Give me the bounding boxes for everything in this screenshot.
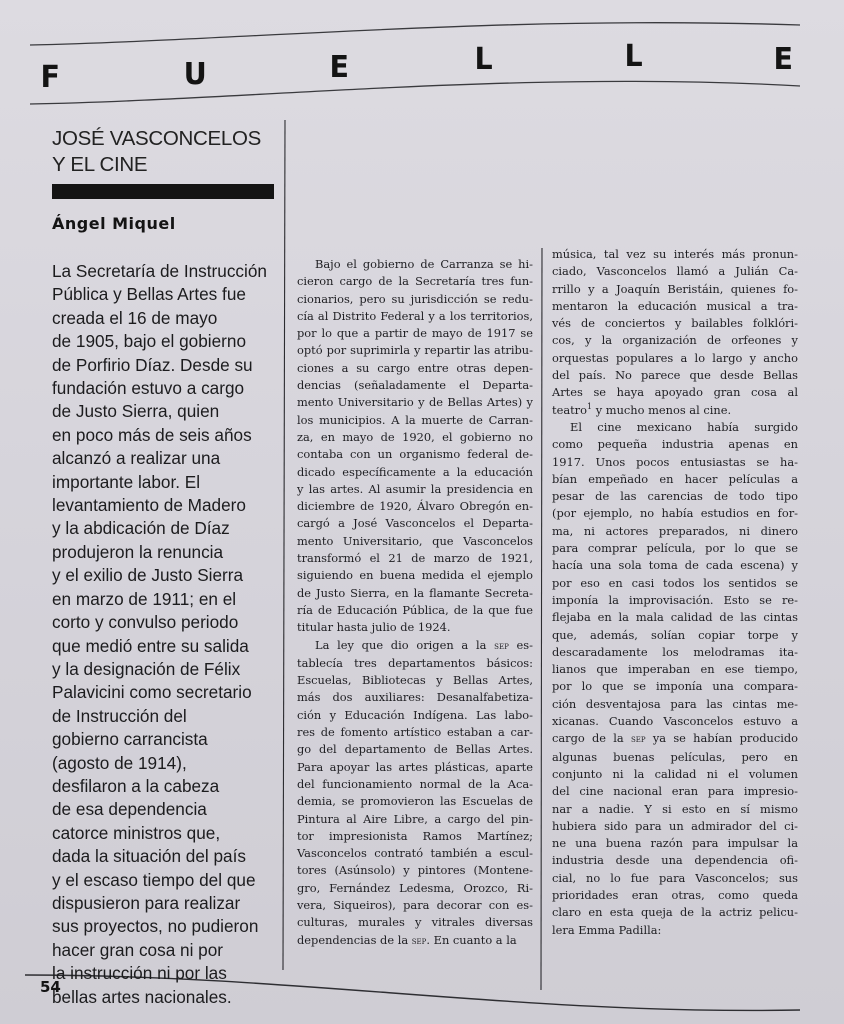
banner-letter: F bbox=[40, 60, 60, 95]
text-line: culturas, murales y vitrales diversas bbox=[297, 915, 533, 930]
text-line: gobierno carrancista bbox=[52, 729, 208, 750]
text-line: ma, ni actores preparados, ni dinero bbox=[552, 523, 798, 538]
header-bottom-rule bbox=[30, 81, 800, 104]
text-line: El cine mexicano había surgido bbox=[570, 419, 798, 434]
text-line: xicanas. Cuando Vasconcelos estuvo a bbox=[552, 714, 798, 729]
text-line: para comprar película, por lo que se bbox=[552, 541, 798, 556]
text-line: cargo de la sep ya se habían producido bbox=[552, 731, 798, 746]
text-line: creada el 16 de mayo bbox=[52, 307, 218, 328]
text-line: del funcionamiento normal de la Aca- bbox=[297, 776, 533, 791]
text-line: ría de Educación Pública, de la que fue bbox=[297, 602, 533, 617]
text-line: dencias (señaladamente el Departa- bbox=[297, 378, 533, 393]
text-line: algunas buenas películas, pero en bbox=[552, 749, 798, 764]
text-line: La ley que dio origen a la sep es- bbox=[315, 637, 533, 652]
text-line: de esa dependencia bbox=[52, 799, 207, 820]
text-line: sus proyectos, no pudieron bbox=[52, 916, 259, 937]
text-line: hubiera sido para un admirador del ci- bbox=[552, 818, 798, 833]
title-divider-bar bbox=[52, 184, 274, 199]
article-lede bbox=[52, 260, 292, 1009]
text-line: cieron cargo de la Secretaría tres fun- bbox=[297, 274, 533, 289]
text-line: desfilaron a la cabeza bbox=[52, 775, 220, 796]
text-line: conjunto ni la calidad ni el volumen bbox=[552, 766, 798, 781]
acronym-sep: sep bbox=[630, 733, 646, 746]
text-line: contaba con un organismo federal de- bbox=[297, 447, 533, 462]
text-line: bellas artes nacionales. bbox=[52, 986, 232, 1007]
text-line: tablecía tres departamentos básicos: bbox=[297, 655, 533, 670]
text-line: dependencias de la sep. En cuanto a la bbox=[297, 932, 517, 947]
text-line: de Porfirio Díaz. Desde su bbox=[52, 354, 253, 375]
text-line: la instrucción ni por las bbox=[52, 963, 227, 984]
text-line: transformó el 21 de marzo de 1921, bbox=[297, 551, 533, 566]
text-line: hacer gran cosa ni por bbox=[52, 939, 224, 960]
text-line: dispusieron para realizar bbox=[52, 892, 241, 913]
text-line: tor impresionista Ramos Martínez; bbox=[297, 828, 533, 843]
text-fragment: y mucho menos al cine. bbox=[592, 402, 732, 417]
text-line: en marzo de 1911; en el bbox=[52, 588, 237, 609]
text-line: del país. No parece que desde Bellas bbox=[552, 368, 798, 383]
header-top-rule bbox=[30, 23, 800, 45]
text-line: que, además, solían copiar torpe y bbox=[552, 627, 798, 642]
text-line: hacía una sola toma de cada escena) y bbox=[552, 558, 798, 573]
banner-letter: E bbox=[773, 42, 793, 77]
text-line: industria desde una dependencia ofi- bbox=[552, 853, 798, 868]
text-line: vés de conciertos y bailables folklóri- bbox=[552, 316, 798, 331]
text-line: y el exilio de Justo Sierra bbox=[52, 565, 244, 586]
text-line: siguiendo en buena medida el ejemplo bbox=[297, 568, 533, 583]
text-line: cía al Distrito Federal y a los territorios, bbox=[297, 308, 533, 323]
text-line: Palavicini como secretario bbox=[52, 682, 252, 703]
text-line: importante labor. El bbox=[52, 471, 201, 492]
text-line: en poco más de seis años bbox=[52, 424, 252, 445]
text-line: cionarios, pero su jurisdicción se redu- bbox=[297, 291, 533, 306]
text-line: y la designación de Félix bbox=[52, 658, 241, 679]
page-number: 54 bbox=[40, 978, 61, 996]
text-line: por lo que se imponía una compara- bbox=[552, 679, 798, 694]
text-line: 1917. Unos pocos entusiastas se ha- bbox=[552, 454, 798, 469]
text-line: res de fomento artístico estaban a car- bbox=[297, 725, 533, 740]
text-line: más dos auxiliares: Desanalfabetiza- bbox=[297, 690, 533, 705]
text-line: y las artes. Al asumir la presidencia en bbox=[297, 481, 533, 496]
text-line: levantamiento de Madero bbox=[52, 495, 246, 516]
text-line: rrillo y a Joaquín Beristáin, quienes fo- bbox=[552, 281, 798, 296]
text-line: teatro$^1$ y mucho menos al cine. bbox=[552, 401, 732, 417]
text-line: mentaron la educación musical a tra- bbox=[552, 298, 798, 313]
text-line: descaradamente los melodramas ita- bbox=[552, 644, 798, 659]
text-line: dada la situación del país bbox=[52, 846, 246, 867]
acronym-sep: sep bbox=[411, 934, 427, 947]
text-line: (agosto de 1914), bbox=[52, 752, 187, 773]
text-line: mento Universitario, que Vasconcelos bbox=[297, 533, 533, 548]
text-line: prioridades eran otras, como queda bbox=[552, 887, 798, 902]
text-line: ciones a su cargo entre otras depen- bbox=[297, 360, 533, 375]
footnote-marker[interactable]: 1 bbox=[587, 401, 593, 411]
text-line: lera Emma Padilla: bbox=[552, 922, 662, 937]
article-title-line: JOSÉ VASCONCELOS bbox=[52, 127, 261, 150]
text-line: Para apoyar las artes plásticas, aparte bbox=[297, 759, 533, 774]
text-line: cial, no lo fue para Vasconcelos; sus bbox=[552, 870, 798, 885]
text-line: pesar de las carencias de todo tipo bbox=[552, 489, 798, 504]
text-line: que medió entre su salida bbox=[52, 635, 249, 656]
text-line: cargó a José Vasconcelos el Departa- bbox=[297, 516, 533, 531]
text-line: za, en mayo de 1920, el gobierno no bbox=[297, 429, 533, 444]
text-line: Pintura al Aire Libre, a cargo del pin- bbox=[297, 811, 533, 826]
text-line: gro, Fernández Ledesma, Orozco, Ri- bbox=[297, 880, 533, 895]
text-line: optó por suprimirla y repartir las atribu- bbox=[297, 343, 533, 358]
text-line: de Justo Sierra, en la flamante Secreta- bbox=[297, 585, 533, 600]
text-line: alcanzó a realizar una bbox=[52, 448, 221, 469]
banner-letter: E bbox=[329, 50, 349, 85]
text-line: catorce ministros que, bbox=[52, 822, 221, 843]
text-line: de Justo Sierra, quien bbox=[52, 401, 220, 422]
text-line: La Secretaría de Instrucción bbox=[52, 261, 267, 281]
text-line: Pública y Bellas Artes fue bbox=[52, 284, 246, 305]
body-column-3 bbox=[552, 246, 798, 939]
banner-letter: L bbox=[624, 39, 643, 74]
text-line: Bajo el gobierno de Carranza se hi- bbox=[315, 257, 533, 271]
text-line: titular hasta julio de 1924. bbox=[297, 620, 451, 635]
text-line: ción y Educación Indígena. Las labo- bbox=[297, 707, 533, 722]
text-line: imponía la improvisación. Esto se re- bbox=[552, 592, 798, 607]
text-line: claro en esta queja de la actriz pelicu- bbox=[552, 905, 798, 920]
banner-letter: U bbox=[183, 57, 207, 92]
article-title bbox=[52, 126, 282, 178]
article-title-line: Y EL CINE bbox=[52, 153, 148, 176]
body-column-2 bbox=[297, 256, 533, 950]
text-line: (por ejemplo, no había estudios en for- bbox=[552, 506, 798, 521]
text-line: por lo que a partir de mayo de 1917 se bbox=[297, 326, 533, 341]
text-line: de 1905, bajo el gobierno bbox=[52, 331, 246, 352]
text-line: demia, se promovieron las Escuelas de bbox=[297, 794, 533, 809]
banner-letter: L bbox=[474, 42, 493, 77]
acronym-sep: sep bbox=[494, 639, 509, 652]
text-line: música, tal vez su interés más pronun- bbox=[552, 247, 798, 261]
text-line: cos, y la organización de orfeones y bbox=[552, 333, 798, 348]
text-line: ción desventajosa para las cintas me- bbox=[552, 696, 798, 711]
text-line: mento Universitario y de Bellas Artes) y bbox=[297, 395, 533, 410]
text-line: Escuelas, Bibliotecas y Bellas Artes, bbox=[297, 673, 533, 688]
text-line: ciado, Vasconcelos llamó a Julián Ca- bbox=[552, 264, 798, 279]
text-line: diciembre de 1920, Álvaro Obregón en- bbox=[297, 499, 533, 514]
text-line: Artes se haya apoyado gran cosa al bbox=[552, 385, 798, 400]
text-line: de Instrucción del bbox=[52, 705, 187, 726]
text-line: flejaba en la mala calidad de las cintas bbox=[552, 610, 798, 625]
text-line: lianos que imperaban en ese tiempo, bbox=[552, 662, 798, 677]
text-line: por eso en casi todos los sentidos se bbox=[552, 575, 798, 590]
text-line: y el escaso tiempo del que bbox=[52, 869, 256, 890]
text-line: bían empeñado en hacer películas a bbox=[552, 471, 798, 486]
text-line: como pequeña industria apenas en bbox=[552, 437, 798, 452]
text-line: go del departamento de Bellas Artes. bbox=[297, 742, 533, 757]
article-author: Ángel Miquel bbox=[52, 214, 176, 233]
text-line: dicado específicamente a la educación bbox=[297, 464, 533, 479]
text-line: Vasconcelos contrató también a escul- bbox=[297, 846, 533, 861]
text-line: corto y convulso periodo bbox=[52, 612, 239, 633]
text-line: los municipios. A la muerte de Carran- bbox=[297, 412, 533, 427]
text-line: produjeron la renuncia bbox=[52, 541, 224, 562]
text-line: orquestas populares a lo largo y ancho bbox=[552, 350, 798, 365]
text-line: vera, Siqueiros), para decorar con es- bbox=[297, 897, 533, 912]
text-line: del cine nacional eran para impresio- bbox=[552, 784, 798, 799]
text-line: nar a nadie. Y si esto en sí mismo bbox=[552, 801, 798, 816]
text-line: fundación estuvo a cargo bbox=[52, 378, 245, 399]
text-line: tores (Asúnsolo) y pintores (Montene- bbox=[297, 863, 533, 878]
text-line: y la abdicación de Díaz bbox=[52, 518, 230, 539]
column-divider-2 bbox=[541, 248, 542, 990]
text-line: ne una buena razón para impulsar la bbox=[552, 836, 798, 851]
